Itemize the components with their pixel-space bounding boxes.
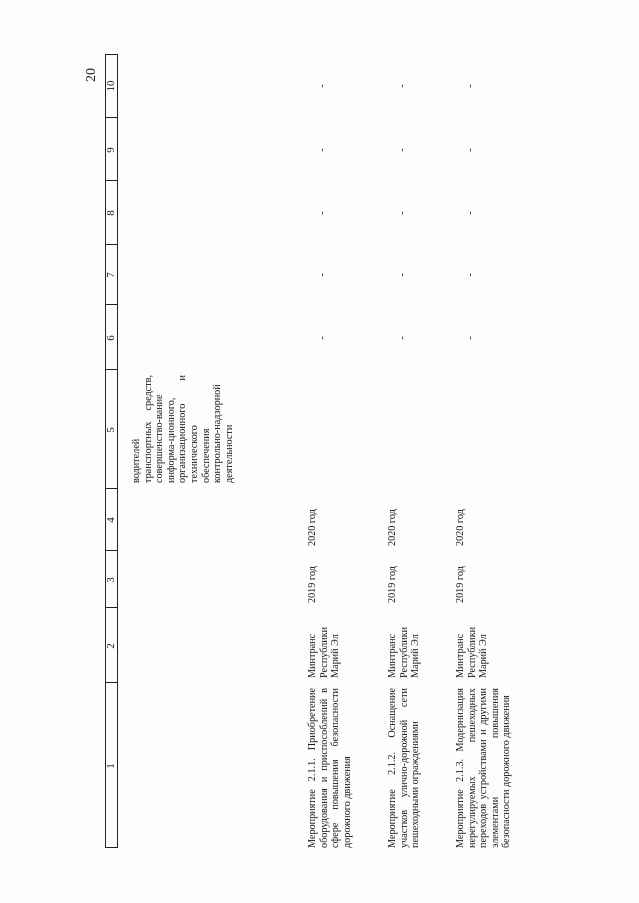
- value-cell: -: [397, 336, 408, 340]
- end-cell: 2020 год: [307, 509, 318, 546]
- column-divider: [105, 180, 117, 181]
- column-number: 1: [105, 763, 117, 769]
- start-cell: 2019 год: [307, 566, 318, 603]
- value-cell: -: [465, 211, 476, 215]
- column-divider: [105, 304, 117, 305]
- value-cell: -: [397, 148, 408, 152]
- value-cell: -: [317, 336, 328, 340]
- column-number: 2: [105, 643, 117, 649]
- column-number: 3: [105, 577, 117, 583]
- column-divider: [105, 550, 117, 551]
- column-number: 6: [105, 335, 117, 341]
- column-number: 10: [105, 80, 117, 92]
- value-cell: -: [317, 84, 328, 88]
- measure-cell: Мероприятие 2.1.2. Оснащение участков улично-дорожной сети пешеходными ограждениями: [387, 688, 422, 848]
- value-cell: -: [397, 273, 408, 277]
- column-divider: [105, 488, 117, 489]
- value-cell: -: [465, 336, 476, 340]
- start-cell: 2019 год: [455, 566, 466, 603]
- continuation-cell: водителей транспортных средств, совершенство-вание информа-ционного, организационного и технического обеспечения контрольно-надзорной деятельности: [131, 375, 235, 483]
- column-number: 7: [105, 272, 117, 278]
- column-divider: [105, 54, 117, 55]
- value-cell: -: [465, 273, 476, 277]
- column-number: 9: [105, 147, 117, 153]
- value-cell: -: [465, 84, 476, 88]
- column-number: 8: [105, 210, 117, 216]
- measure-cell: Мероприятие 2.1.3. Модернизация нерегулируемых пешеходных переходов устройствами и другими элементами повышения безопасности дорожного движения: [455, 688, 513, 848]
- start-cell: 2019 год: [387, 566, 398, 603]
- value-cell: -: [465, 148, 476, 152]
- column-divider: [105, 117, 117, 118]
- page-number: 20: [84, 68, 99, 82]
- column-divider: [105, 682, 117, 683]
- column-divider: [105, 847, 117, 848]
- value-cell: -: [317, 211, 328, 215]
- executor-cell: Минтранс Республики Марий Эл: [455, 626, 490, 678]
- column-divider: [105, 369, 117, 370]
- column-number: 5: [105, 427, 117, 433]
- rotated-table: [105, 54, 575, 848]
- executor-cell: Минтранс Республики Марий Эл: [307, 626, 342, 678]
- end-cell: 2020 год: [387, 509, 398, 546]
- column-divider: [105, 607, 117, 608]
- column-number: 4: [105, 517, 117, 523]
- column-divider: [105, 244, 117, 245]
- measure-cell: Мероприятие 2.1.1. Приобретение оборудования и приспособлений в сфере повышения безопасности дорожного движения: [307, 688, 353, 848]
- executor-cell: Минтранс Республики Марий Эл: [387, 626, 422, 678]
- value-cell: -: [317, 148, 328, 152]
- table-top-rule: [105, 54, 106, 848]
- end-cell: 2020 год: [455, 509, 466, 546]
- value-cell: -: [317, 273, 328, 277]
- value-cell: -: [397, 211, 408, 215]
- value-cell: -: [397, 84, 408, 88]
- header-bottom-rule: [117, 54, 118, 848]
